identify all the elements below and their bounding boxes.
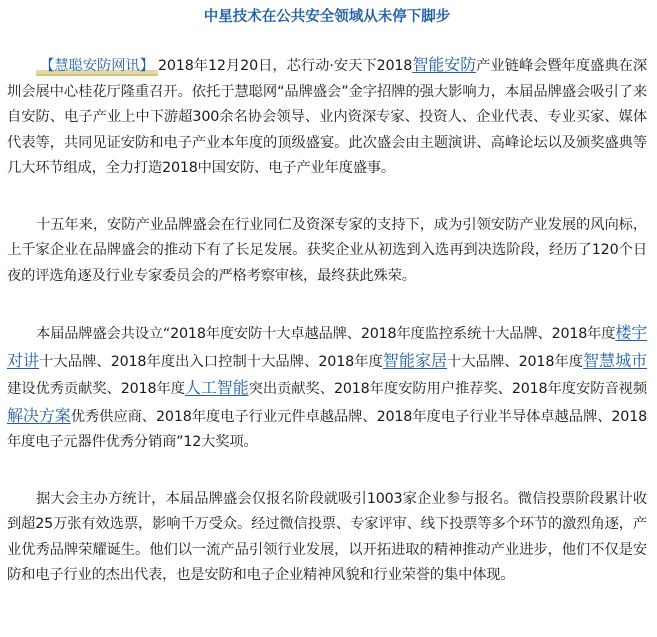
paragraph-text: 建设优秀贡献奖、2018年度 — [7, 381, 185, 397]
source-tag: 【慧聪安防网讯】 — [36, 58, 158, 76]
paragraph-text: 据大会主办方统计，本届品牌盛会仅报名阶段就吸引1003家企业参与报名。微信投票阶段累计收到超25万张有效选票，影响千万受众。经过微信投票、专家评审、线下投票等多个环节的激烈角逐，产业优秀品牌荣耀诞生。他们以一流产品引领行业发展，以开拓进取的精神推动产业进步，他们不仅是安防和电子行业的杰出代表，也是安防和电子企业精神风貌和行业荣誉的集中体现。 — [7, 490, 647, 583]
paragraph-text: 十大品牌、2018年度 — [447, 353, 584, 370]
article-title: 中星技术在公共安全领域从未停下脚步 — [203, 9, 451, 25]
paragraph-text: 十五年来，安防产业品牌盛会在行业同仁及资深专家的支持下，成为引领安防产业发展的风向标，上千家企业在品牌盛会的推动下有了长足发展。获奖企业从初选到入选再到决选阶段，经历了120个日夜的评选角逐及行业专家委员会的严格考察审核，最终获此殊荣。 — [7, 216, 647, 284]
keyword-link[interactable]: 人工智能 — [184, 378, 249, 397]
paragraph-text: 2018年12月20日，芯行动·安天下2018 — [158, 58, 413, 74]
article-body — [7, 52, 647, 589]
paragraph — [7, 52, 647, 182]
paragraph — [7, 487, 647, 589]
paragraph-text: 产业链峰会暨年度盛典在深圳会展中心桂花厅隆重召开。依托于慧聪网“品牌盛会”金字招牌的强大影响力，本届品牌盛会吸引了来自安防、电子产业上中下游超300余名协会领导、业内资深专家、投资人、企业代表、专业买家、媒体代表等，共同见证安防和电子产业本年度的顶级盛宴。此次盛会由主题演讲、高峰论坛以及颁奖盛典等几大环节组成，全力打造2018中国安防、电子产业年度盛事。 — [7, 58, 648, 176]
keyword-link[interactable]: 智能家居 — [382, 350, 448, 370]
paragraph — [7, 213, 647, 290]
paragraph — [7, 320, 647, 456]
paragraph-text: 本届品牌盛会共设立“2018年度安防十大卓越品牌、2018年度监控系统十大品牌、2018年度 — [36, 326, 616, 342]
paragraph-text: 突出贡献奖、2018年度安防用户推荐奖、2018年度安防音视频 — [248, 381, 647, 397]
keyword-link[interactable]: 智慧城市 — [583, 350, 648, 370]
keyword-link[interactable]: 楼宇对讲 — [7, 323, 647, 370]
keyword-link[interactable]: 解决方案 — [7, 405, 71, 425]
paragraph-text: 优秀供应商、2018年度电子行业元件卓越品牌、2018年度电子行业半导体卓越品牌、2018年度电子元器件优秀分销商”12大奖项。 — [7, 408, 647, 450]
paragraph-text: 十大品牌、2018年度出入口控制十大品牌、2018年度 — [39, 353, 383, 370]
keyword-link[interactable]: 智能安防 — [412, 55, 477, 74]
article — [0, 7, 657, 637]
